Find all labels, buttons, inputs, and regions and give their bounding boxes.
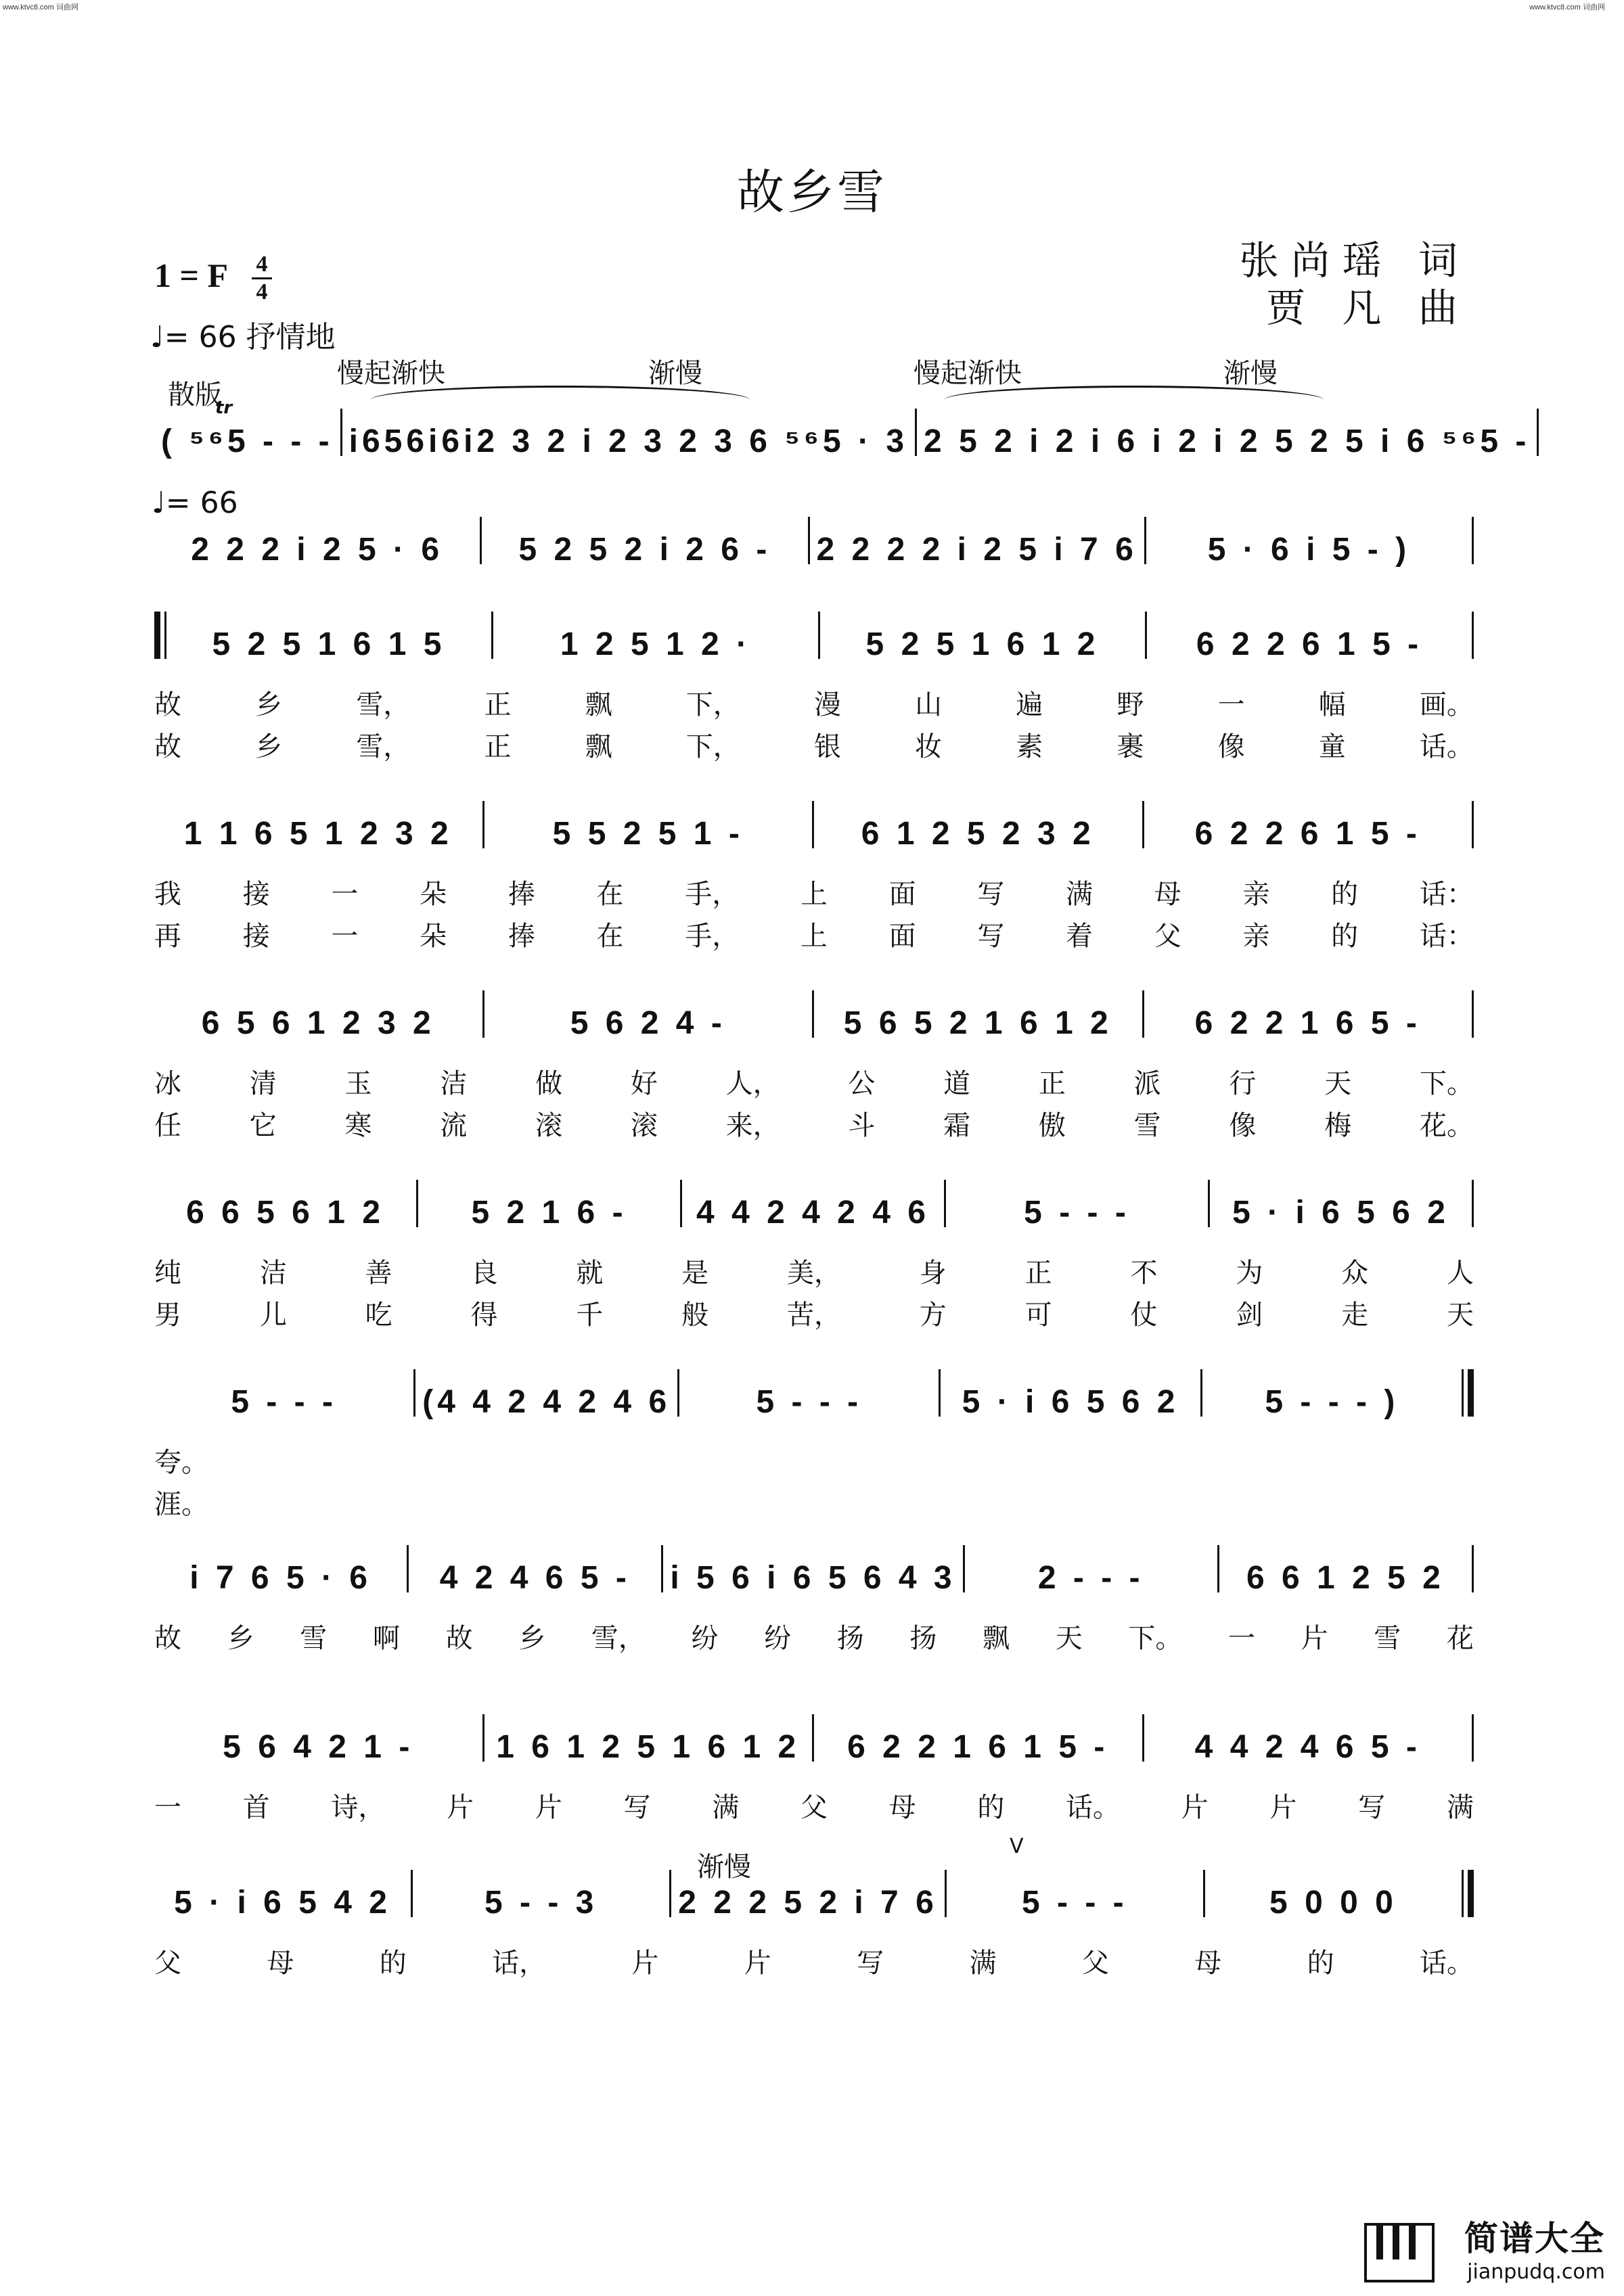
measure: 2 - - - xyxy=(1037,1560,1144,1596)
lyrics-verse-2: 任 它 寒 流 滚 滚 来， 斗 霜 傲 雪 像 梅 花。 xyxy=(154,1110,1474,1141)
measure: 1 6 1 2 5 1 6 1 2 xyxy=(496,1729,800,1765)
composer-credit: 贾 凡 曲 xyxy=(1266,285,1470,331)
lyrics-verse-2: 故 乡 雪， 正 飘 下， 银 妆 素 裹 像 童 话。 xyxy=(154,731,1474,762)
barline xyxy=(1472,1545,1474,1592)
free-rhythm-label: 散版 xyxy=(168,380,222,411)
measure: 5 6 5 2 1 6 1 2 xyxy=(843,1005,1112,1041)
notation-row xyxy=(154,1712,1474,1766)
measure: 5 5 2 5 1 - xyxy=(552,816,744,852)
key-signature: 1 = F xyxy=(154,256,229,294)
score-system xyxy=(154,988,1474,1141)
score-system xyxy=(154,798,1474,952)
measure: ( ⁵⁶5 - - - xyxy=(161,423,334,459)
watermark-top-right: www.ktvc8.com 词曲网 xyxy=(1529,3,1605,12)
measure: 1 2 5 1 2 · xyxy=(560,626,752,662)
notation-row xyxy=(154,1177,1474,1231)
measure: 1 1 6 5 1 2 3 2 xyxy=(183,816,453,852)
score-system xyxy=(154,1367,1474,1520)
barline xyxy=(1472,612,1474,659)
lyrics-verse-1: 冰 清 玉 洁 做 好 人， 公 道 正 派 行 天 下。 xyxy=(154,1068,1474,1099)
brand-url: jianpudq.com xyxy=(1467,2260,1605,2284)
measure: 5 2 1 6 - xyxy=(471,1195,627,1231)
notation-row xyxy=(154,609,1474,663)
lyrics-verse-2: 男 儿 吃 得 千 般 苦， 方 可 仗 剑 走 天 xyxy=(154,1300,1474,1331)
measure: 5 6 4 2 1 - xyxy=(223,1729,414,1765)
measure: 5 · 6 i 5 - ) xyxy=(1207,532,1411,568)
notation-row xyxy=(154,1867,1474,1921)
measure: i656i6i2 3 2 i 2 3 2 3 6 ⁵⁶5 · 3 xyxy=(348,423,909,459)
measure: 2 5 2 i 2 i 6 i 2 i 2 5 2 5 i 6 ⁵⁶5 - xyxy=(924,423,1531,459)
lyrics-verse-2: 再 接 一 朵 捧 在 手， 上 面 写 着 父 亲 的 话： xyxy=(154,921,1474,952)
trill-mark: tr xyxy=(215,398,233,418)
measure: 5 - - 3 xyxy=(484,1885,598,1921)
lyrics-verse-1: 一 首 诗， 片 片 写 满 父 母 的 话。 片 片 写 满 xyxy=(154,1792,1474,1823)
lyrics-verse-1: 故 乡 雪， 正 飘 下， 漫 山 遍 野 一 幅 画。 xyxy=(154,689,1474,720)
measure: i 5 6 i 6 5 6 4 3 xyxy=(670,1560,956,1596)
measure: 5 6 2 4 - xyxy=(570,1005,726,1041)
time-signature-top: 4 xyxy=(256,252,268,277)
time-signature xyxy=(252,252,272,305)
measure: 2 2 2 5 2 i 7 6 xyxy=(678,1885,938,1921)
measure: 4 2 4 6 5 - xyxy=(439,1560,631,1596)
measure: 6 5 6 1 2 3 2 xyxy=(201,1005,435,1041)
gradually-slower-label-1: 渐慢 xyxy=(648,358,702,389)
measure: 5 - - - xyxy=(231,1384,337,1420)
measure: 6 2 2 6 1 5 - xyxy=(1194,816,1421,852)
brand-block xyxy=(1464,2211,1605,2284)
measure: 4 4 2 4 2 4 6 xyxy=(696,1195,930,1231)
measure: 6 2 2 6 1 5 - xyxy=(1196,626,1423,662)
watermark-top-left: www.ktvc8.com 词曲网 xyxy=(3,3,78,12)
barline xyxy=(1472,801,1474,848)
measure: 2 2 2 2 i 2 5 i 7 6 xyxy=(816,532,1137,568)
repeat-start-barline xyxy=(154,612,166,659)
measure: 2 2 2 i 2 5 · 6 xyxy=(191,532,444,568)
score-system xyxy=(154,406,1531,501)
score-system xyxy=(154,1542,1474,1654)
gradually-slower-label-2: 渐慢 xyxy=(1223,358,1278,389)
measure: 5 2 5 1 6 1 2 xyxy=(865,626,1100,662)
lyricist-credit: 张尚瑶 词 xyxy=(1239,237,1470,283)
lyrics-verse-1: 父 母 的 话， 片 片 写 满 父 母 的 话。 xyxy=(154,1948,1474,1979)
measure: 5 · i 6 5 4 2 xyxy=(174,1885,391,1921)
measure: 5 · i 6 5 6 2 xyxy=(962,1384,1179,1420)
measure: 5 0 0 0 xyxy=(1269,1885,1397,1921)
brand-name: 简谱大全 xyxy=(1464,2219,1605,2258)
score-system xyxy=(154,1177,1474,1331)
end-barline xyxy=(1462,1369,1474,1417)
breath-mark: V xyxy=(1010,1835,1024,1858)
lyrics-verse-1: 纯 洁 善 良 就 是 美， 身 正 不 为 众 人 xyxy=(154,1258,1474,1289)
measure: 5 · i 6 5 6 2 xyxy=(1232,1195,1449,1231)
measure: 4 4 2 4 6 5 - xyxy=(1194,1729,1421,1765)
measure: 6 2 2 1 6 1 5 - xyxy=(847,1729,1109,1765)
score-system xyxy=(154,1712,1474,1823)
score-system xyxy=(154,1867,1474,1979)
gradually-slower-label-3: 渐慢 xyxy=(697,1852,751,1883)
barline xyxy=(1472,1714,1474,1762)
barline xyxy=(1472,990,1474,1038)
notation-row xyxy=(154,1367,1474,1421)
measure: (4 4 2 4 2 4 6 xyxy=(422,1384,671,1420)
tempo-marking: ♩= 66 抒情地 xyxy=(150,320,336,354)
notation-row xyxy=(154,406,1531,460)
notation-row xyxy=(154,798,1474,852)
measure: i 7 6 5 · 6 xyxy=(189,1560,371,1596)
measure: 5 - - - xyxy=(1022,1885,1128,1921)
measure: 5 - - - ) xyxy=(1265,1384,1399,1420)
notation-row xyxy=(154,514,1474,568)
measure: 6 1 2 5 2 3 2 xyxy=(861,816,1095,852)
barline xyxy=(1472,517,1474,564)
lyrics-verse-1: 夸。 xyxy=(154,1447,208,1478)
song-title: 故乡雪 xyxy=(737,164,887,220)
measure: 5 2 5 2 i 2 6 - xyxy=(518,532,771,568)
slow-start-label-2: 慢起渐快 xyxy=(914,358,1022,389)
measure: 6 6 5 6 1 2 xyxy=(186,1195,384,1231)
notation-row xyxy=(154,988,1474,1042)
tempo-marking-2: ♩= 66 xyxy=(152,486,238,520)
measure: 6 6 1 2 5 2 xyxy=(1246,1560,1445,1596)
measure: 5 - - - xyxy=(1024,1195,1130,1231)
piano-logo-icon xyxy=(1364,2223,1435,2282)
time-signature-bottom: 4 xyxy=(256,279,268,304)
measure: 5 - - - xyxy=(756,1384,863,1420)
lyrics-verse-1: 我 接 一 朵 捧 在 手， 上 面 写 满 母 亲 的 话： xyxy=(154,879,1474,910)
barline xyxy=(1537,409,1539,456)
score-system xyxy=(154,514,1474,609)
lyrics-verse-2: 涯。 xyxy=(154,1489,208,1520)
measure: 5 2 5 1 6 1 5 xyxy=(212,626,446,662)
measure: 6 2 2 1 6 5 - xyxy=(1194,1005,1421,1041)
barline xyxy=(1472,1180,1474,1227)
notation-row xyxy=(154,1542,1474,1597)
lyrics-verse-1: 故 乡 雪 啊 故 乡 雪， 纷 纷 扬 扬 飘 天 下。 一 片 雪 花 xyxy=(154,1623,1474,1654)
end-barline xyxy=(1462,1870,1474,1917)
score-system xyxy=(154,609,1474,762)
slow-start-label-1: 慢起渐快 xyxy=(337,358,445,389)
